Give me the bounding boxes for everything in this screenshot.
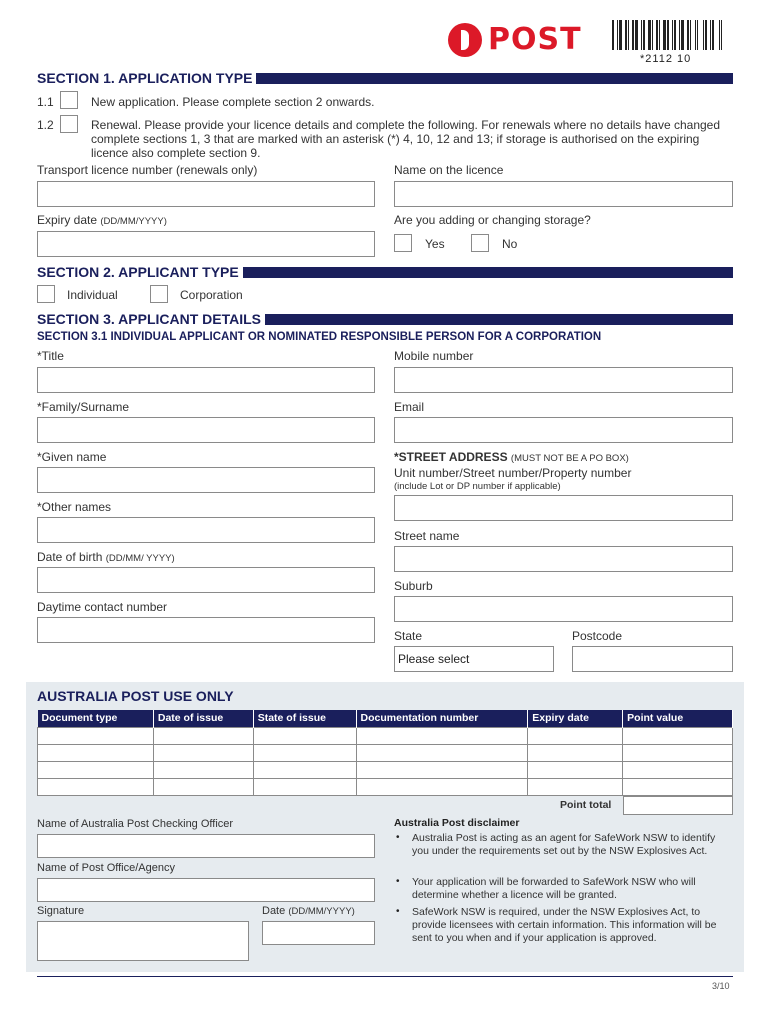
barcode-bar bbox=[690, 20, 691, 50]
checking-officer-label: Name of Australia Post Checking Officer bbox=[37, 818, 234, 830]
individual-label: Individual bbox=[67, 288, 118, 302]
heading-bar bbox=[265, 314, 733, 325]
other-names-input[interactable] bbox=[37, 517, 375, 543]
postcode-input[interactable] bbox=[572, 646, 733, 672]
barcode-bar bbox=[699, 20, 702, 50]
barcode-bar bbox=[623, 20, 624, 50]
unit-number-input[interactable] bbox=[394, 495, 733, 521]
col-document-type: Document type bbox=[38, 710, 154, 727]
table-cell[interactable] bbox=[38, 778, 154, 795]
post-logo-icon bbox=[448, 23, 482, 57]
barcode-bar bbox=[612, 20, 614, 50]
table-cell[interactable] bbox=[153, 727, 253, 744]
expiry-date-input[interactable] bbox=[37, 231, 375, 257]
barcode-number: *2112 10 bbox=[640, 53, 692, 65]
point-total-label: Point total bbox=[560, 799, 612, 811]
daytime-contact-label: Daytime contact number bbox=[37, 600, 168, 614]
barcode-bar bbox=[674, 20, 676, 50]
table-cell[interactable] bbox=[38, 744, 154, 761]
barcode-bar bbox=[661, 20, 662, 50]
barcode-bar bbox=[710, 20, 711, 50]
barcode-bar bbox=[643, 20, 645, 50]
barcode-bar bbox=[721, 20, 722, 50]
post-office-input[interactable] bbox=[37, 878, 375, 902]
barcode-bar bbox=[715, 20, 718, 50]
barcode-bar bbox=[648, 20, 651, 50]
barcode-bar bbox=[667, 20, 669, 50]
table-cell[interactable] bbox=[528, 778, 623, 795]
signature-label: Signature bbox=[37, 905, 85, 917]
storage-no-label: No bbox=[502, 237, 518, 251]
col-state-of-issue: State of issue bbox=[253, 710, 356, 727]
title-input[interactable] bbox=[37, 367, 375, 393]
post-office-label: Name of Post Office/Agency bbox=[37, 862, 175, 874]
table-cell[interactable] bbox=[153, 778, 253, 795]
barcode-bar bbox=[654, 20, 655, 50]
corporation-checkbox[interactable] bbox=[150, 285, 168, 303]
street-name-label: Street name bbox=[394, 529, 460, 543]
table-cell[interactable] bbox=[528, 761, 623, 778]
barcode-bar bbox=[656, 20, 658, 50]
suburb-input[interactable] bbox=[394, 596, 733, 622]
barcode-bar bbox=[685, 20, 686, 50]
section3-1-subheading: SECTION 3.1 INDIVIDUAL APPLICANT OR NOMINATED RESPONSIBLE PERSON FOR A CORPORATION bbox=[37, 331, 602, 343]
table-cell[interactable] bbox=[253, 778, 356, 795]
table-cell[interactable] bbox=[153, 744, 253, 761]
footer-divider bbox=[37, 976, 733, 977]
table-cell[interactable] bbox=[253, 727, 356, 744]
barcode-bar bbox=[617, 20, 618, 50]
barcode-bar bbox=[695, 20, 696, 50]
barcode-bar bbox=[619, 20, 622, 50]
col-documentation-number: Documentation number bbox=[356, 710, 528, 727]
other-names-label: *Other names bbox=[37, 500, 112, 514]
surname-input[interactable] bbox=[37, 417, 375, 443]
table-row bbox=[38, 744, 733, 761]
renewal-checkbox[interactable] bbox=[60, 115, 78, 133]
table-cell[interactable] bbox=[356, 778, 528, 795]
barcode-bar bbox=[630, 20, 631, 50]
corporation-label: Corporation bbox=[180, 288, 243, 302]
barcode-bar bbox=[659, 20, 660, 50]
name-on-licence-input[interactable] bbox=[394, 181, 733, 207]
australia-post-logo bbox=[448, 22, 582, 57]
section2-heading: SECTION 2. APPLICANT TYPE bbox=[37, 264, 733, 280]
barcode-bar bbox=[641, 20, 642, 50]
barcode-bar bbox=[681, 20, 684, 50]
table-cell[interactable] bbox=[38, 761, 154, 778]
barcode-bar bbox=[632, 20, 634, 50]
checking-officer-input[interactable] bbox=[37, 834, 375, 858]
page-number: 3/10 bbox=[712, 981, 730, 991]
barcode-bar bbox=[635, 20, 638, 50]
barcode-bar bbox=[705, 20, 707, 50]
given-name-input[interactable] bbox=[37, 467, 375, 493]
table-cell[interactable] bbox=[356, 727, 528, 744]
daytime-contact-input[interactable] bbox=[37, 617, 375, 643]
mobile-label: Mobile number bbox=[394, 349, 474, 363]
barcode-bar bbox=[670, 20, 671, 50]
table-cell[interactable] bbox=[356, 761, 528, 778]
table-cell[interactable] bbox=[528, 744, 623, 761]
barcode-bar bbox=[652, 20, 653, 50]
new-application-checkbox[interactable] bbox=[60, 91, 78, 109]
dob-input[interactable] bbox=[37, 567, 375, 593]
col-expiry-date: Expiry date bbox=[528, 710, 623, 727]
table-cell[interactable] bbox=[623, 778, 733, 795]
barcode-bar bbox=[628, 20, 629, 50]
storage-yes-label: Yes bbox=[425, 237, 445, 251]
mobile-input[interactable] bbox=[394, 367, 733, 393]
email-input[interactable] bbox=[394, 417, 733, 443]
transport-licence-input[interactable] bbox=[37, 181, 375, 207]
table-cell[interactable] bbox=[623, 761, 733, 778]
state-select[interactable]: Please select bbox=[394, 646, 554, 672]
barcode-bar bbox=[663, 20, 666, 50]
table-row bbox=[38, 761, 733, 778]
renewal-text: Renewal. Please provide your licence details and complete the following. For renewals where no details have changed complete sections 1, 3 that are marked with an asterisk (*) 4, 10, 12 and 13; if storage is authorised on the expiring licence also complete section 9. bbox=[91, 118, 721, 160]
barcode-bar bbox=[719, 20, 720, 50]
title-label: *Title bbox=[37, 349, 64, 363]
section3-heading: SECTION 3. APPLICANT DETAILS bbox=[37, 311, 733, 327]
table-cell[interactable] bbox=[623, 727, 733, 744]
table-cell[interactable] bbox=[153, 761, 253, 778]
date-label: Date (DD/MM/YYYY) bbox=[262, 905, 355, 917]
option-1-1-number: 1.1 bbox=[37, 95, 54, 109]
unit-number-hint: (include Lot or DP number if applicable) bbox=[394, 481, 561, 492]
name-on-licence-label: Name on the licence bbox=[394, 163, 504, 177]
storage-yes-checkbox[interactable] bbox=[394, 234, 412, 252]
table-cell[interactable] bbox=[623, 744, 733, 761]
table-cell[interactable] bbox=[528, 727, 623, 744]
postcode-label: Postcode bbox=[572, 629, 623, 643]
storage-no-checkbox[interactable] bbox=[471, 234, 489, 252]
barcode-bar bbox=[677, 20, 678, 50]
table-cell[interactable] bbox=[38, 727, 154, 744]
date-input[interactable] bbox=[262, 921, 375, 945]
table-cell[interactable] bbox=[253, 744, 356, 761]
barcode-bar bbox=[712, 20, 714, 50]
barcode-bar bbox=[708, 20, 709, 50]
barcode-bar bbox=[723, 20, 725, 50]
barcode-bar bbox=[679, 20, 680, 50]
heading-bar bbox=[256, 73, 733, 84]
logo-text: POST bbox=[488, 22, 582, 57]
heading-bar bbox=[243, 267, 733, 278]
post-use-title: AUSTRALIA POST USE ONLY bbox=[37, 688, 234, 704]
street-name-input[interactable] bbox=[394, 546, 733, 572]
street-address-label: *STREET ADDRESS (MUST NOT BE A PO BOX) bbox=[394, 450, 629, 464]
section1-heading: SECTION 1. APPLICATION TYPE bbox=[37, 70, 733, 86]
unit-number-label: Unit number/Street number/Property number bbox=[394, 466, 632, 480]
col-date-of-issue: Date of issue bbox=[153, 710, 253, 727]
barcode-bar bbox=[615, 20, 616, 50]
email-label: Email bbox=[394, 400, 425, 414]
table-cell[interactable] bbox=[253, 761, 356, 778]
disclaimer-item: Your application will be forwarded to SafeWork NSW who will determine whether a licence will be granted. bbox=[412, 876, 696, 901]
col-point-value: Point value bbox=[623, 710, 733, 727]
dob-label: Date of birth (DD/MM/ YYYY) bbox=[37, 550, 175, 564]
given-name-label: *Given name bbox=[37, 450, 107, 464]
table-row bbox=[38, 778, 733, 795]
barcode-bar bbox=[687, 20, 689, 50]
disclaimer-item: Australia Post is acting as an agent for SafeWork NSW to identify you under the requirements set out by the NSW Explosives Act. bbox=[412, 832, 716, 857]
bullet-icon: • bbox=[396, 906, 400, 917]
barcode-bar bbox=[625, 20, 627, 50]
surname-label: *Family/Surname bbox=[37, 400, 130, 414]
signature-box[interactable] bbox=[37, 921, 249, 961]
storage-question-label: Are you adding or changing storage? bbox=[394, 213, 591, 227]
barcode-bar bbox=[639, 20, 640, 50]
disclaimer-title: Australia Post disclaimer bbox=[394, 817, 520, 829]
option-1-2-number: 1.2 bbox=[37, 118, 54, 132]
point-total-input[interactable] bbox=[623, 796, 733, 815]
suburb-label: Suburb bbox=[394, 579, 433, 593]
expiry-date-label: Expiry date (DD/MM/YYYY) bbox=[37, 213, 167, 227]
identity-documents-table bbox=[37, 710, 733, 796]
disclaimer-item: SafeWork NSW is required, under the NSW Explosives Act, to provide licensees with certain information. This information will be sent to you when and if your application is approved. bbox=[412, 906, 717, 944]
table-cell[interactable] bbox=[356, 744, 528, 761]
barcode-bar bbox=[646, 20, 647, 50]
state-label: State bbox=[394, 629, 423, 643]
barcode-icon bbox=[612, 20, 734, 50]
individual-checkbox[interactable] bbox=[37, 285, 55, 303]
barcode-bar bbox=[697, 20, 698, 50]
barcode-bar bbox=[672, 20, 673, 50]
transport-licence-label: Transport licence number (renewals only) bbox=[37, 163, 258, 177]
bullet-icon: • bbox=[396, 876, 400, 887]
barcode-bar bbox=[703, 20, 704, 50]
table-row bbox=[38, 727, 733, 744]
barcode-bar bbox=[692, 20, 694, 50]
bullet-icon: • bbox=[396, 832, 400, 843]
new-application-text: New application. Please complete section 2 onwards. bbox=[91, 95, 375, 109]
